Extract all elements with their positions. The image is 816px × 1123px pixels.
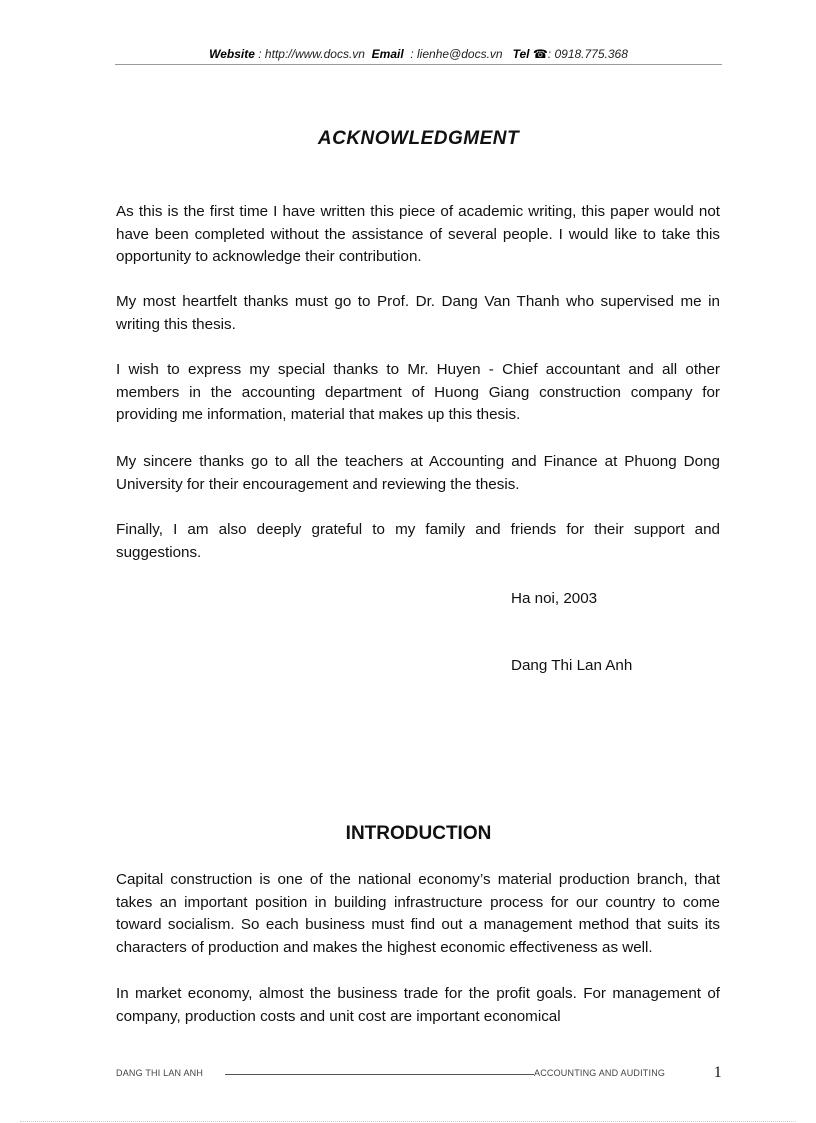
- page-header: [115, 47, 722, 65]
- website-label: Website: [209, 47, 255, 61]
- phone-icon: ☎: [532, 47, 548, 61]
- ack-paragraph-3: I wish to express my special thanks to Mr. Huyen - Chief accountant and all other members in the accounting department of Huong Giang construction company for providing me information, material that makes up this thesis.: [116, 361, 720, 423]
- introduction-title: INTRODUCTION: [345, 823, 492, 844]
- footer-department: ACCOUNTING AND AUDITING: [534, 1068, 666, 1078]
- email-value: : lienhe@docs.vn: [410, 47, 503, 61]
- tel-label: Tel: [512, 47, 530, 61]
- intro-paragraph-2: In market economy, almost the business trade for the profit goals. For management of company, production costs and unit cost are important economical: [116, 985, 720, 1025]
- email-label: Email: [371, 47, 404, 61]
- ack-paragraph-5: Finally, I am also deeply grateful to my family and friends for their support and suggestions.: [116, 521, 720, 561]
- place-date: Ha noi, 2003: [511, 590, 598, 607]
- ack-paragraph-1: As this is the first time I have written this piece of academic writing, this paper would not have been completed without the assistance of several people. I would like to take this opportunity to acknowledge their contribution.: [116, 203, 720, 265]
- acknowledgment-title: ACKNOWLEDGMENT: [317, 128, 520, 149]
- intro-paragraph-1: Capital construction is one of the national economy’s material production branch, that takes an important position in building infrastructure process for our country to come toward socialism. So each business must find out a management method that suits its characters of production and makes the highest economic effectiveness as well.: [116, 871, 720, 956]
- page-footer: [116, 1064, 722, 1084]
- author-name: Dang Thi Lan Anh: [511, 657, 633, 674]
- page-number: 1: [713, 1064, 722, 1081]
- footer-author: DANG THI LAN ANH: [116, 1068, 204, 1078]
- website-value: : http://www.docs.vn: [258, 47, 365, 61]
- footer-rule: [225, 1074, 534, 1075]
- ack-paragraph-4: My sincere thanks go to all the teachers at Accounting and Finance at Phuong Dong University for their encouragement and reviewing the thesis.: [116, 453, 720, 493]
- ack-paragraph-2: My most heartfelt thanks must go to Prof. Dr. Dang Van Thanh who supervised me in writing this thesis.: [116, 293, 720, 333]
- page-bottom-divider: [20, 1121, 796, 1122]
- tel-value: : 0918.775.368: [547, 47, 628, 61]
